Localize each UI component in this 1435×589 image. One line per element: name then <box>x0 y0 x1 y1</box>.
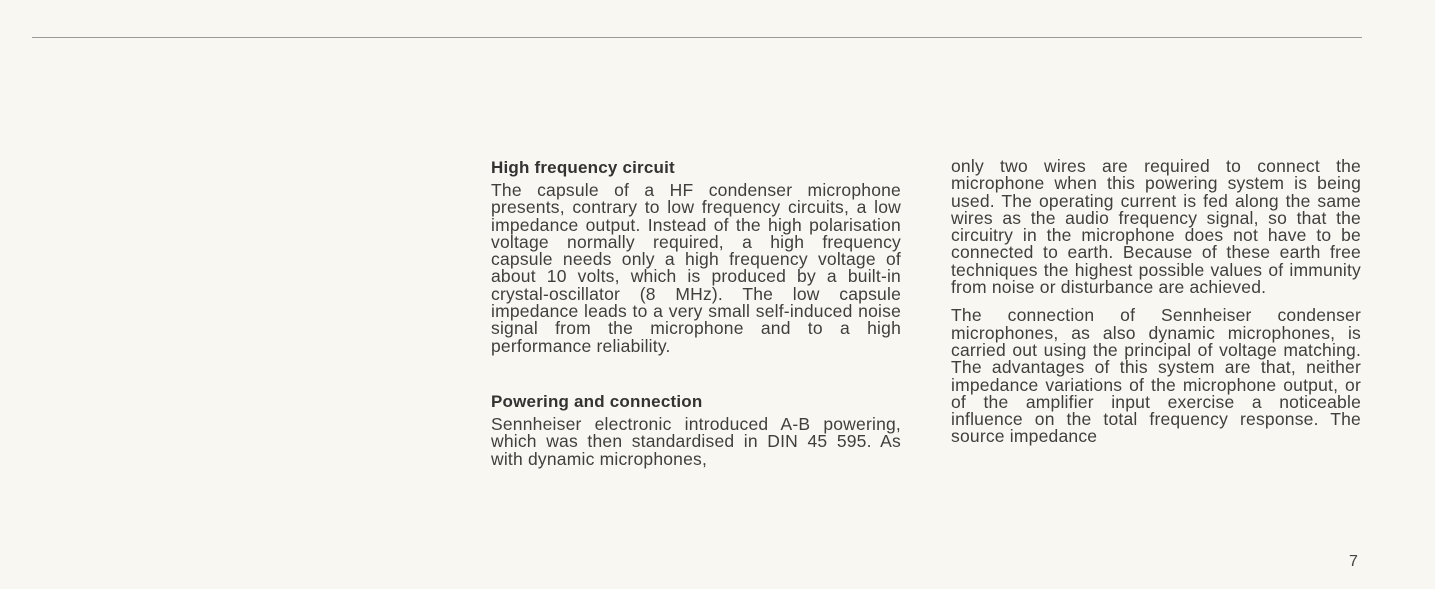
high-frequency-circuit-paragraph: The capsule of a HF condenser microphone presents, contrary to low frequency circuits, a low impedance output. Instead of the high polarisation voltage normally required, a high frequency capsule needs only a high frequency voltage of about 10 volts, which is produced by a built-in crystal-oscillator (8 MHz). The low capsule impedance leads to a very small self-induced noise signal from the microphone and to a high performance reliability. <box>491 180 901 356</box>
powering-continued-paragraph: only two wires are required to connect the microphone when this powering system is being used. The operating current is fed along the same wires as the audio frequency signal, so that the circuitry in the microphone does not have to be connected to earth. Because of these earth free techniques the highest possible values of immunity from noise or disturbance are achieved. <box>951 156 1361 298</box>
page-number: 7 <box>1349 553 1358 570</box>
powering-and-connection-paragraph: Sennheiser electronic introduced A-B powering, which was then standardised in DIN 45 595. As with dynamic microphones, <box>491 413 901 469</box>
top-rule <box>32 37 1362 38</box>
right-column <box>951 158 1361 446</box>
voltage-matching-paragraph: The connection of Sennheiser condenser microphones, as also dynamic microphones, is carried out using the principal of voltage matching. The advantages of this system are that, neither impedance variations of the microphone output, or of the amplifier input exercise a noticeable influence on the total frequency response. The source impedance <box>951 305 1361 447</box>
section-heading-powering-and-connection: Powering and connection <box>491 391 703 411</box>
left-column <box>491 158 901 468</box>
section-heading-high-frequency-circuit: High frequency circuit <box>491 158 675 177</box>
